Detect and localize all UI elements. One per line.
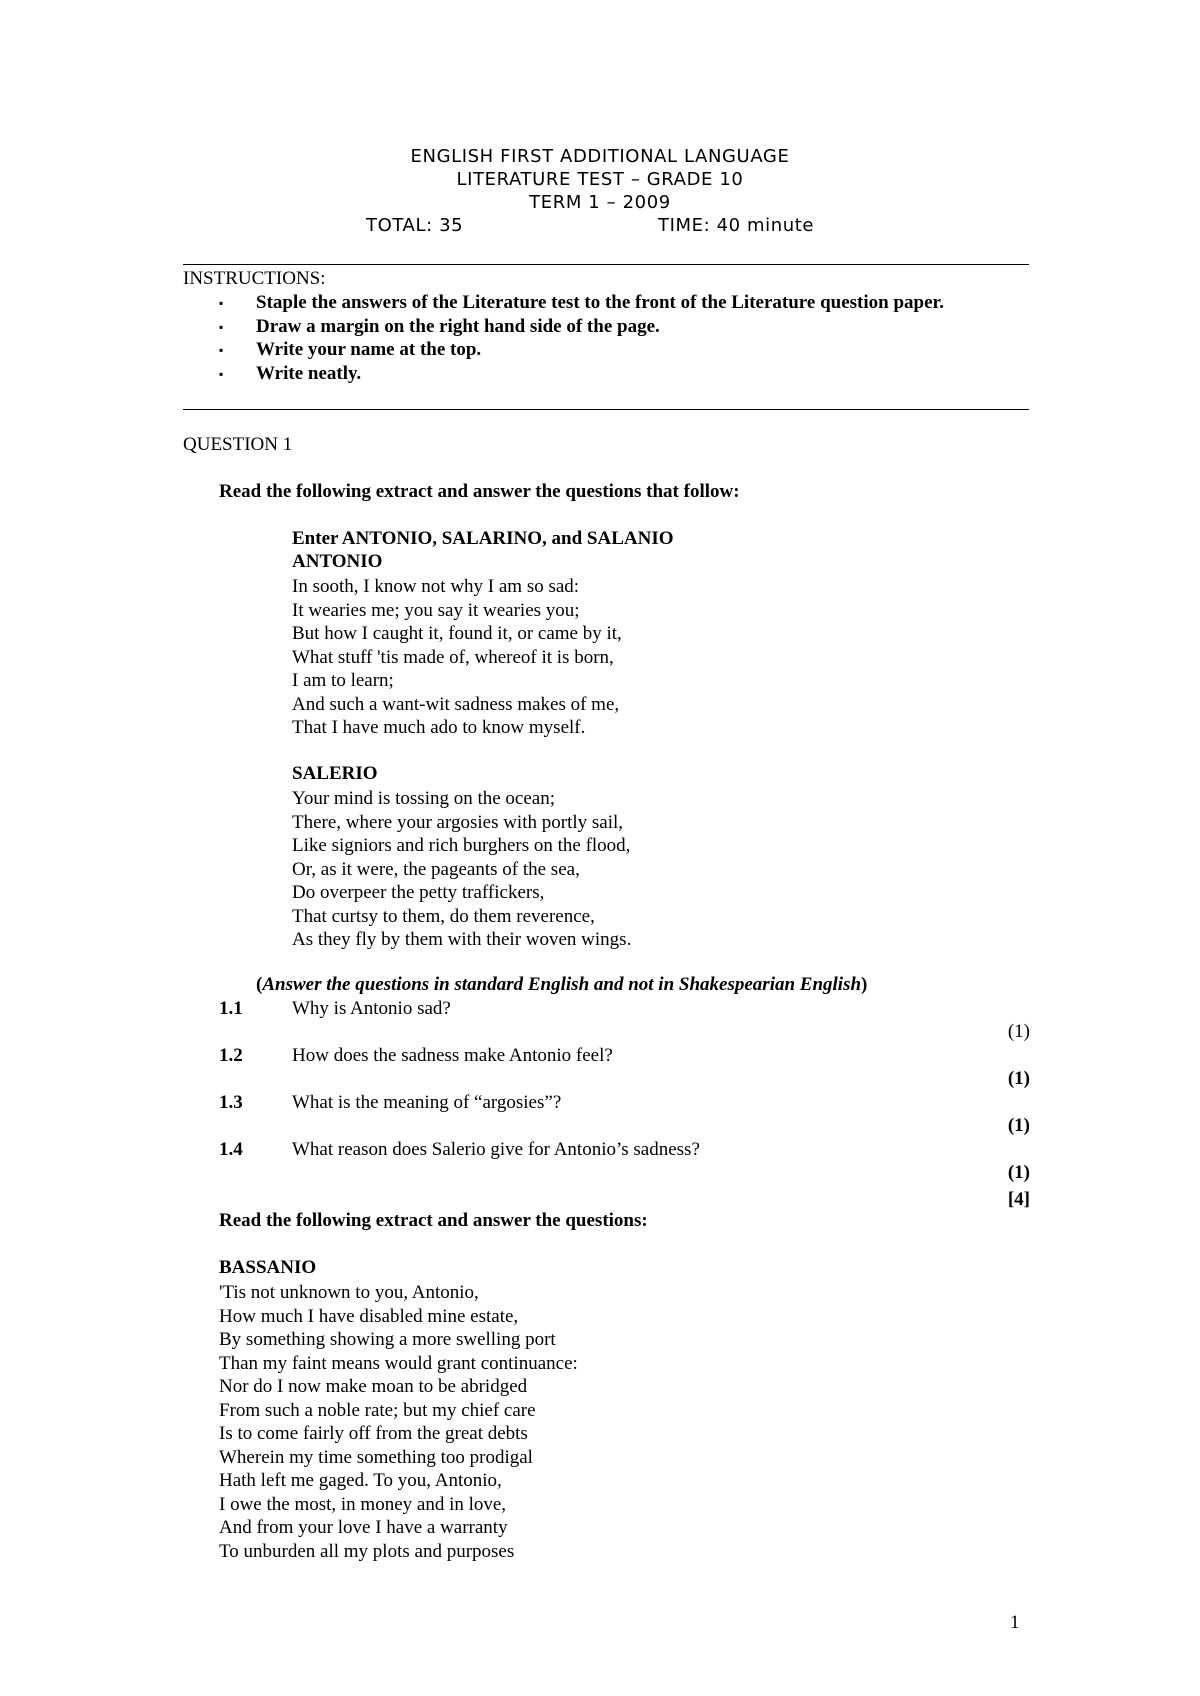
question-number: 1.2	[219, 1045, 243, 1066]
stage-direction: Enter ANTONIO, SALARINO, and SALANIO	[292, 528, 674, 549]
verse-line: And from your love I have a warranty	[219, 1517, 508, 1538]
verse-line: That curtsy to them, do them reverence,	[292, 905, 595, 927]
verse-line: 'Tis not unknown to you, Antonio,	[219, 1282, 479, 1303]
verse-line: Is to come fairly off from the great debts	[219, 1423, 528, 1444]
question-text: Why is Antonio sad?	[292, 998, 451, 1019]
question-mark: (1)	[1007, 1162, 1030, 1183]
question-number: 1.3	[219, 1092, 243, 1113]
question-text: What is the meaning of “argosies”?	[292, 1092, 562, 1113]
verse-line: There, where your argosies with portly sail,	[292, 811, 624, 833]
header-line-3: TERM 1 – 2009	[529, 192, 671, 213]
speaker-bassanio: BASSANIO	[219, 1257, 317, 1278]
verse-line: I owe the most, in money and in love,	[219, 1493, 507, 1515]
question-text: What reason does Salerio give for Antonio’s sadness?	[292, 1139, 700, 1160]
speech-bassanio	[219, 1281, 578, 1563]
question-number: 1.1	[219, 998, 243, 1019]
verse-line: What stuff 'tis made of, whereof it is born,	[292, 646, 614, 668]
verse-line: It wearies me; you say it wearies you;	[292, 599, 580, 621]
answer-note-text: Answer the questions in standard English and not in Shakespearian English	[262, 974, 862, 995]
verse-line: Nor do I now make moan to be abridged	[219, 1376, 528, 1397]
speech-antonio	[292, 575, 622, 740]
instruction-item: Staple the answers of the Literature test to the front of the Literature question paper.	[256, 292, 944, 313]
verse-line: Hath left me gaged. To you, Antonio,	[219, 1470, 502, 1491]
instruction-item: Write neatly.	[256, 362, 362, 384]
instruction-item: Write your name at the top.	[256, 339, 482, 360]
verse-line: How much I have disabled mine estate,	[219, 1305, 519, 1327]
verse-line: Wherein my time something too prodigal	[219, 1446, 533, 1468]
verse-line: As they fly by them with their woven wings.	[292, 929, 632, 950]
verse-line: I am to learn;	[292, 670, 394, 691]
page-number: 1	[1010, 1612, 1020, 1633]
question-intro: Read the following extract and answer the questions that follow:	[219, 481, 740, 502]
verse-line: To unburden all my plots and purposes	[219, 1540, 515, 1562]
speaker-antonio: ANTONIO	[292, 551, 383, 572]
speech-salerio	[292, 787, 631, 952]
bullet-icon: ▪	[219, 366, 224, 381]
header-time: TIME: 40 minute	[658, 215, 815, 236]
bullet-icon: ▪	[219, 343, 224, 357]
question-mark: (1)	[1007, 1021, 1030, 1042]
question-text: How does the sadness make Antonio feel?	[292, 1045, 613, 1066]
verse-line: In sooth, I know not why I am so sad:	[292, 576, 580, 597]
question-mark: (1)	[1007, 1068, 1030, 1089]
header-total: TOTAL: 35	[366, 215, 464, 236]
verse-line: Do overpeer the petty traffickers,	[292, 882, 545, 903]
instruction-item: Draw a margin on the right hand side of the page.	[256, 315, 660, 337]
verse-line: That I have much ado to know myself.	[292, 717, 586, 738]
answer-note-close: )	[861, 974, 868, 995]
verse-line: And such a want-wit sadness makes of me,	[292, 693, 620, 715]
question-heading: QUESTION 1	[183, 434, 293, 455]
bullet-icon: ▪	[219, 296, 224, 310]
instructions-heading: INSTRUCTIONS:	[183, 268, 326, 289]
divider-bottom	[183, 409, 1029, 410]
verse-line: Your mind is tossing on the ocean;	[292, 788, 556, 809]
question-number: 1.4	[219, 1139, 243, 1160]
verse-line: From such a noble rate; but my chief care	[219, 1399, 536, 1421]
header-line-2: LITERATURE TEST – GRADE 10	[456, 169, 744, 190]
verse-line: Or, as it were, the pageants of the sea,	[292, 858, 580, 880]
verse-line: But how I caught it, found it, or came by it,	[292, 623, 622, 644]
subtotal-mark: [4]	[1007, 1189, 1030, 1210]
divider-top	[183, 264, 1029, 265]
answer-note-open: (	[256, 974, 263, 995]
question-intro-2: Read the following extract and answer the questions:	[219, 1210, 648, 1231]
verse-line: Than my faint means would grant continuance:	[219, 1352, 578, 1374]
speaker-salerio: SALERIO	[292, 763, 378, 784]
question-mark: (1)	[1007, 1115, 1030, 1136]
verse-line: By something showing a more swelling port	[219, 1329, 556, 1350]
bullet-icon: ▪	[219, 319, 224, 334]
header-line-1: ENGLISH FIRST ADDITIONAL LANGUAGE	[410, 146, 790, 167]
answer-note	[256, 974, 867, 996]
verse-line: Like signiors and rich burghers on the flood,	[292, 835, 631, 856]
